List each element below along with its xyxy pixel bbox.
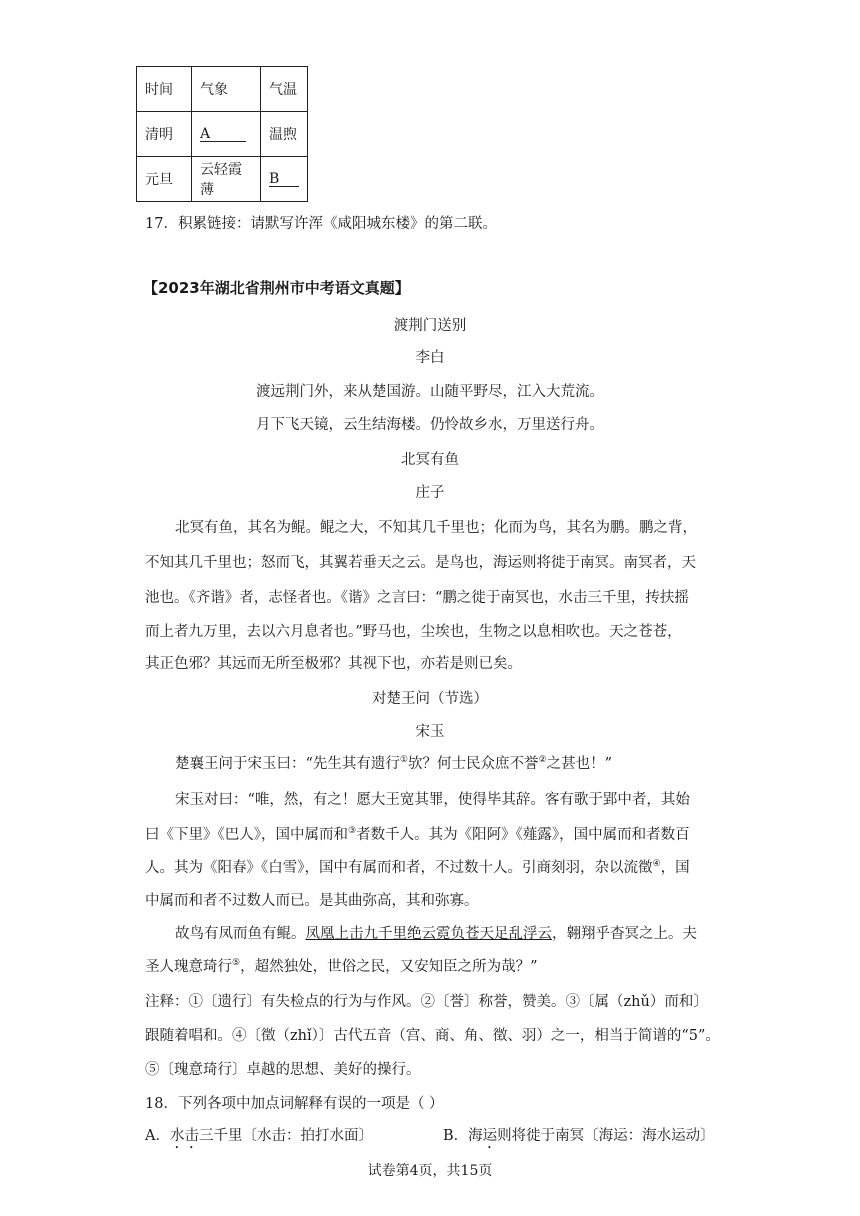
text-span: 曰《下里》《巴人》，国中属而和 [145,827,348,843]
page-footer: 试卷第4页，共15页 [367,1163,493,1179]
option-text: 则将徙于南冥〔海运：海水运动〕 [497,1128,715,1144]
table-cell: 元旦 [137,157,192,202]
text3-line [145,823,690,844]
text2-title: 北冥有鱼 [401,452,459,468]
text3-line [145,856,690,877]
poem-line: 月下飞天镜，云生结海楼。仍怜故乡水，万里送行舟。 [256,417,604,433]
text-span: 故鸟有凤而鱼有鲲。 [175,926,306,942]
blank-b: B [269,172,299,187]
poem-author: 李白 [415,350,445,366]
text-span: 之甚也！” [546,756,612,772]
text3-line [145,955,538,976]
table-cell: 清明 [137,112,192,157]
option-b[interactable] [443,1124,715,1152]
table-row [137,157,308,202]
notes-line: ⑤〔瑰意琦行〕卓越的思想、美好的操行。 [145,1062,421,1078]
section-heading: 【2023年湖北省荆州市中考语文真题】 [143,279,410,297]
text-span: 楚襄王问于宋玉曰：“先生其有遗行 [175,756,400,772]
notes-line: 注释：①〔遗行〕有失检点的行为与作风。②〔誉〕称誉，赞美。③〔属（zhǔ）而和〕 [145,994,708,1010]
option-label: A． [145,1128,170,1144]
table-cell: 温煦 [261,112,308,157]
footnote-mark: ② [538,755,547,766]
table-row [137,67,308,112]
table-cell: 时间 [137,67,192,112]
text-span: 人。其为《阳春》《白雪》，国中有属而和者，不过数十人。引商刻羽，杂以流徵 [145,860,653,876]
text3-line [175,922,697,943]
option-text: 三千里〔水击：拍打水面〕 [198,1128,373,1144]
poem-title: 渡荆门送别 [393,318,467,334]
text3-author: 宋玉 [415,724,445,740]
dotted-word: 运 [482,1128,498,1144]
dotted-word: 水击 [169,1128,199,1144]
text2-line: 池也。《齐谐》者，志怪者也。《谐》之言曰：“鹏之徙于南冥也，水击三千里，抟扶摇 [145,590,689,606]
poem-line: 渡远荆门外，来从楚国游。山随平野尽，江入大荒流。 [256,384,604,400]
table-cell: 云轻霞薄 [192,157,261,202]
notes-line: 跟随着唱和。④〔徵（zhǐ）〕古代五音（宫、商、角、徵、羽）之一，相当于简谱的“5”。 [145,1028,720,1044]
question-18: 18．下列各项中加点词解释有误的一项是（ ） [145,1096,444,1112]
option-label: B．海 [443,1128,483,1144]
text2-line: 北冥有鱼，其名为鲲。鲲之大，不知其几千里也；化而为鸟，其名为鹏。鹏之背， [175,520,697,536]
blank-a: A [200,127,246,142]
text2-author: 庄子 [415,485,445,501]
text-span: 者数千人。其为《阳阿》《薤露》，国中属而和者数百 [356,827,690,843]
text3-line: 中属而和者不过数人而已。是其曲弥高，其和弥寡。 [145,893,479,909]
text2-line: 不知其几千里也；怒而飞，其翼若垂天之云。是鸟也，海运则将徙于南冥。南冥者，天 [145,555,696,571]
table-cell: 气象 [192,67,261,112]
climate-table [136,66,308,202]
footnote-mark: ⑤ [232,958,241,969]
table-cell: 气温 [261,67,308,112]
table-cell [192,112,261,157]
text-span: ，翱翔乎杳冥之上。夫 [552,926,697,942]
table-cell [261,157,308,202]
question-17: 17．积累链接：请默写许浑《咸阳城东楼》的第二联。 [145,216,497,232]
underlined-sentence: 凤凰上击九千里绝云霓负苍天足乱浮云 [305,926,552,942]
text-span: 欤？何士民众庶不誉 [408,756,539,772]
text3-para1 [175,752,612,773]
text-span: ，国 [660,860,690,876]
table-row [137,112,308,157]
footnote-mark: ① [399,755,408,766]
text-span: 圣人瑰意琦行 [145,959,232,975]
text3-title: 对楚王问（节选） [372,691,488,707]
text-span: ，超然独处，世俗之民，又安知臣之所为哉？” [240,959,538,975]
text3-line: 宋玉对曰：“唯，然，有之！愿大王宽其罪，使得毕其辞。客有歌于郢中者，其始 [175,792,690,808]
text2-line: 其正色邪？其远而无所至极邪？其视下也，亦若是则已矣。 [145,656,522,672]
footnote-mark: ③ [348,826,357,837]
text2-line: 而上者九万里，去以六月息者也。”野马也，尘埃也，生物之以息相吹也。天之苍苍， [145,624,682,640]
option-a[interactable] [145,1124,373,1152]
footnote-mark: ④ [652,859,661,870]
